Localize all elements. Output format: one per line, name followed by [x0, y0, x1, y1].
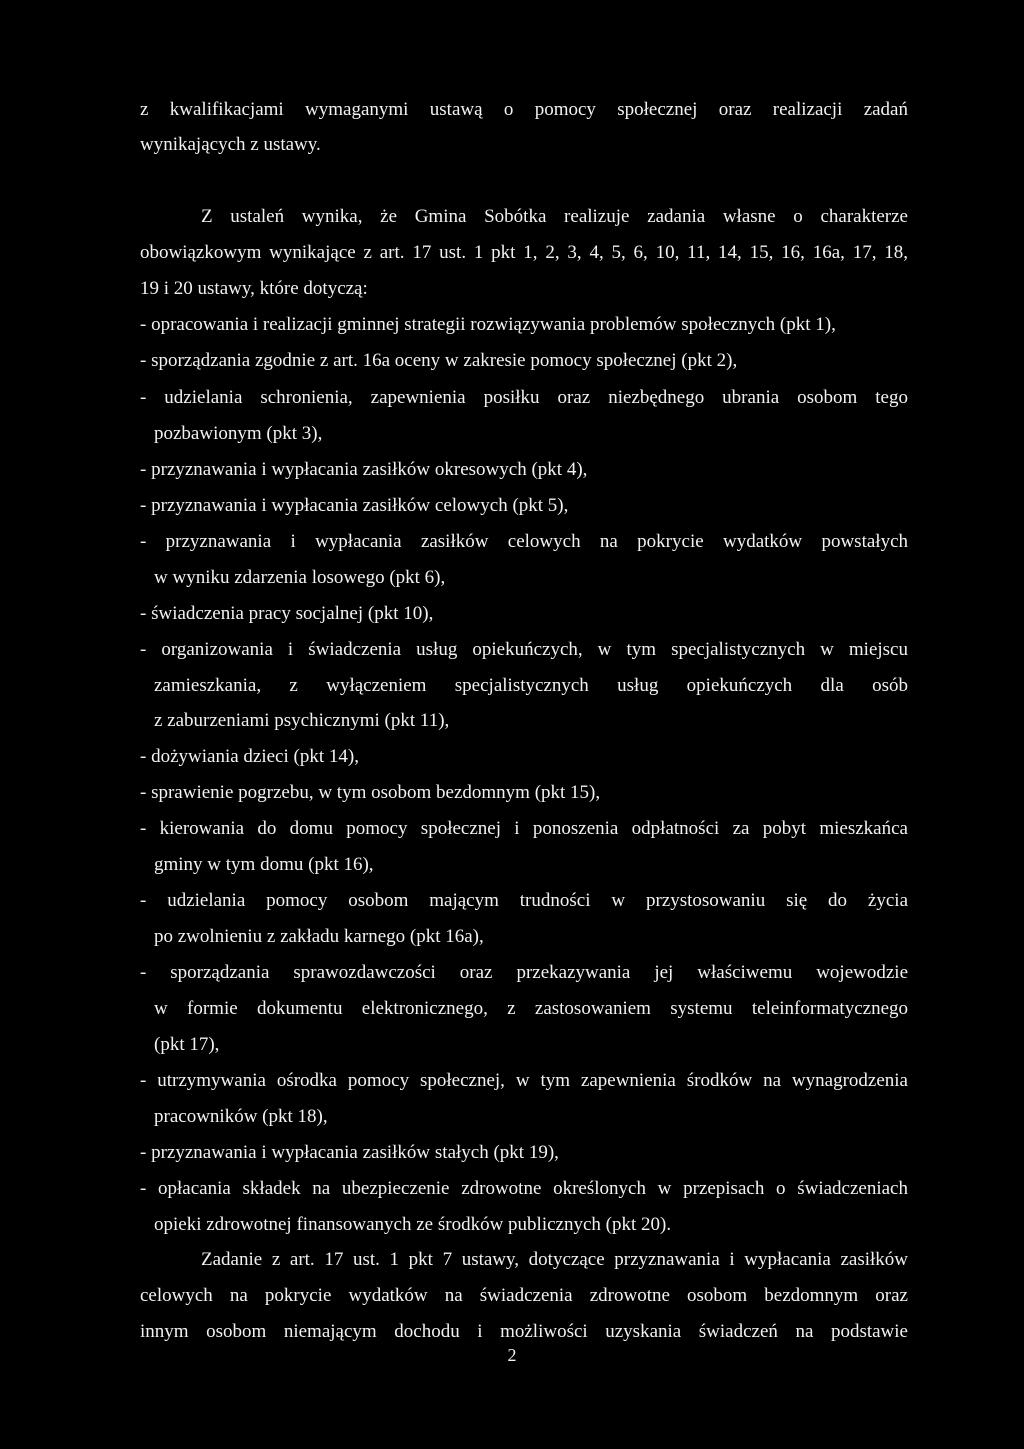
list-item: - utrzymywania ośrodka pomocy społecznej, w tym zapewnienia środków na wynagrodzenia	[140, 1070, 908, 1091]
list-item-continuation: w wyniku zdarzenia losowego (pkt 6),	[154, 567, 446, 588]
findings-line-2: obowiązkowym wynikające z art. 17 ust. 1 pkt 1, 2, 3, 4, 5, 6, 10, 11, 14, 15, 16, 16a, 17, 18,	[140, 242, 908, 263]
list-item-continuation: pozbawionym (pkt 3),	[154, 423, 323, 444]
closing-line-2: celowych na pokrycie wydatków na świadczenia zdrowotne osobom bezdomnym oraz	[140, 1285, 908, 1306]
list-item-continuation: zamieszkania, z wyłączeniem specjalistycznych usług opiekuńczych dla osób	[154, 675, 908, 696]
closing-line-3: innym osobom niemającym dochodu i możliwości uzyskania świadczeń na podstawie	[140, 1321, 908, 1342]
intro-line-1: z kwalifikacjami wymaganymi ustawą o pomocy społecznej oraz realizacji zadań	[140, 99, 908, 120]
list-item-continuation: z zaburzeniami psychicznymi (pkt 11),	[154, 710, 450, 731]
list-item: - przyznawania i wypłacania zasiłków okresowych (pkt 4),	[140, 459, 588, 480]
list-item: - przyznawania i wypłacania zasiłków stałych (pkt 19),	[140, 1142, 559, 1163]
list-item: - udzielania pomocy osobom mającym trudności w przystosowaniu się do życia	[140, 890, 908, 911]
list-item: - sporządzania sprawozdawczości oraz przekazywania jej właściwemu wojewodzie	[140, 962, 908, 983]
list-item-continuation: opieki zdrowotnej finansowanych ze środków publicznych (pkt 20).	[154, 1214, 672, 1235]
list-item: - kierowania do domu pomocy społecznej i ponoszenia odpłatności za pobyt mieszkańca	[140, 818, 908, 839]
list-item: - sporządzania zgodnie z art. 16a oceny w zakresie pomocy społecznej (pkt 2),	[140, 350, 738, 371]
list-item-continuation: gminy w tym domu (pkt 16),	[154, 854, 374, 875]
list-item: - dożywiania dzieci (pkt 14),	[140, 746, 359, 767]
list-item-continuation: pracowników (pkt 18),	[154, 1106, 328, 1127]
findings-line-3: 19 i 20 ustawy, które dotyczą:	[140, 278, 368, 299]
page-number: 2	[507, 1345, 517, 1365]
intro-line-2: wynikających z ustawy.	[140, 134, 321, 155]
closing-line-1: Zadanie z art. 17 ust. 1 pkt 7 ustawy, dotyczące przyznawania i wypłacania zasiłków	[201, 1249, 908, 1270]
findings-line-1: Z ustaleń wynika, że Gmina Sobótka realizuje zadania własne o charakterze	[201, 206, 908, 227]
list-item-continuation: w formie dokumentu elektronicznego, z zastosowaniem systemu teleinformatycznego	[154, 998, 908, 1019]
list-item: - przyznawania i wypłacania zasiłków celowych na pokrycie wydatków powstałych	[140, 531, 908, 552]
list-item: - opłacania składek na ubezpieczenie zdrowotne określonych w przepisach o świadczeniach	[140, 1178, 908, 1199]
list-item-continuation: po zwolnieniu z zakładu karnego (pkt 16a),	[154, 926, 484, 947]
list-item: - przyznawania i wypłacania zasiłków celowych (pkt 5),	[140, 495, 569, 516]
list-item: - opracowania i realizacji gminnej strategii rozwiązywania problemów społecznych (pkt 1),	[140, 314, 836, 335]
list-item: - organizowania i świadczenia usług opiekuńczych, w tym specjalistycznych w miejscu	[140, 639, 908, 660]
list-item: - sprawienie pogrzebu, w tym osobom bezdomnym (pkt 15),	[140, 782, 601, 803]
list-item-continuation: (pkt 17),	[154, 1034, 220, 1055]
list-item: - świadczenia pracy socjalnej (pkt 10),	[140, 603, 434, 624]
list-item: - udzielania schronienia, zapewnienia posiłku oraz niezbędnego ubrania osobom tego	[140, 387, 908, 408]
